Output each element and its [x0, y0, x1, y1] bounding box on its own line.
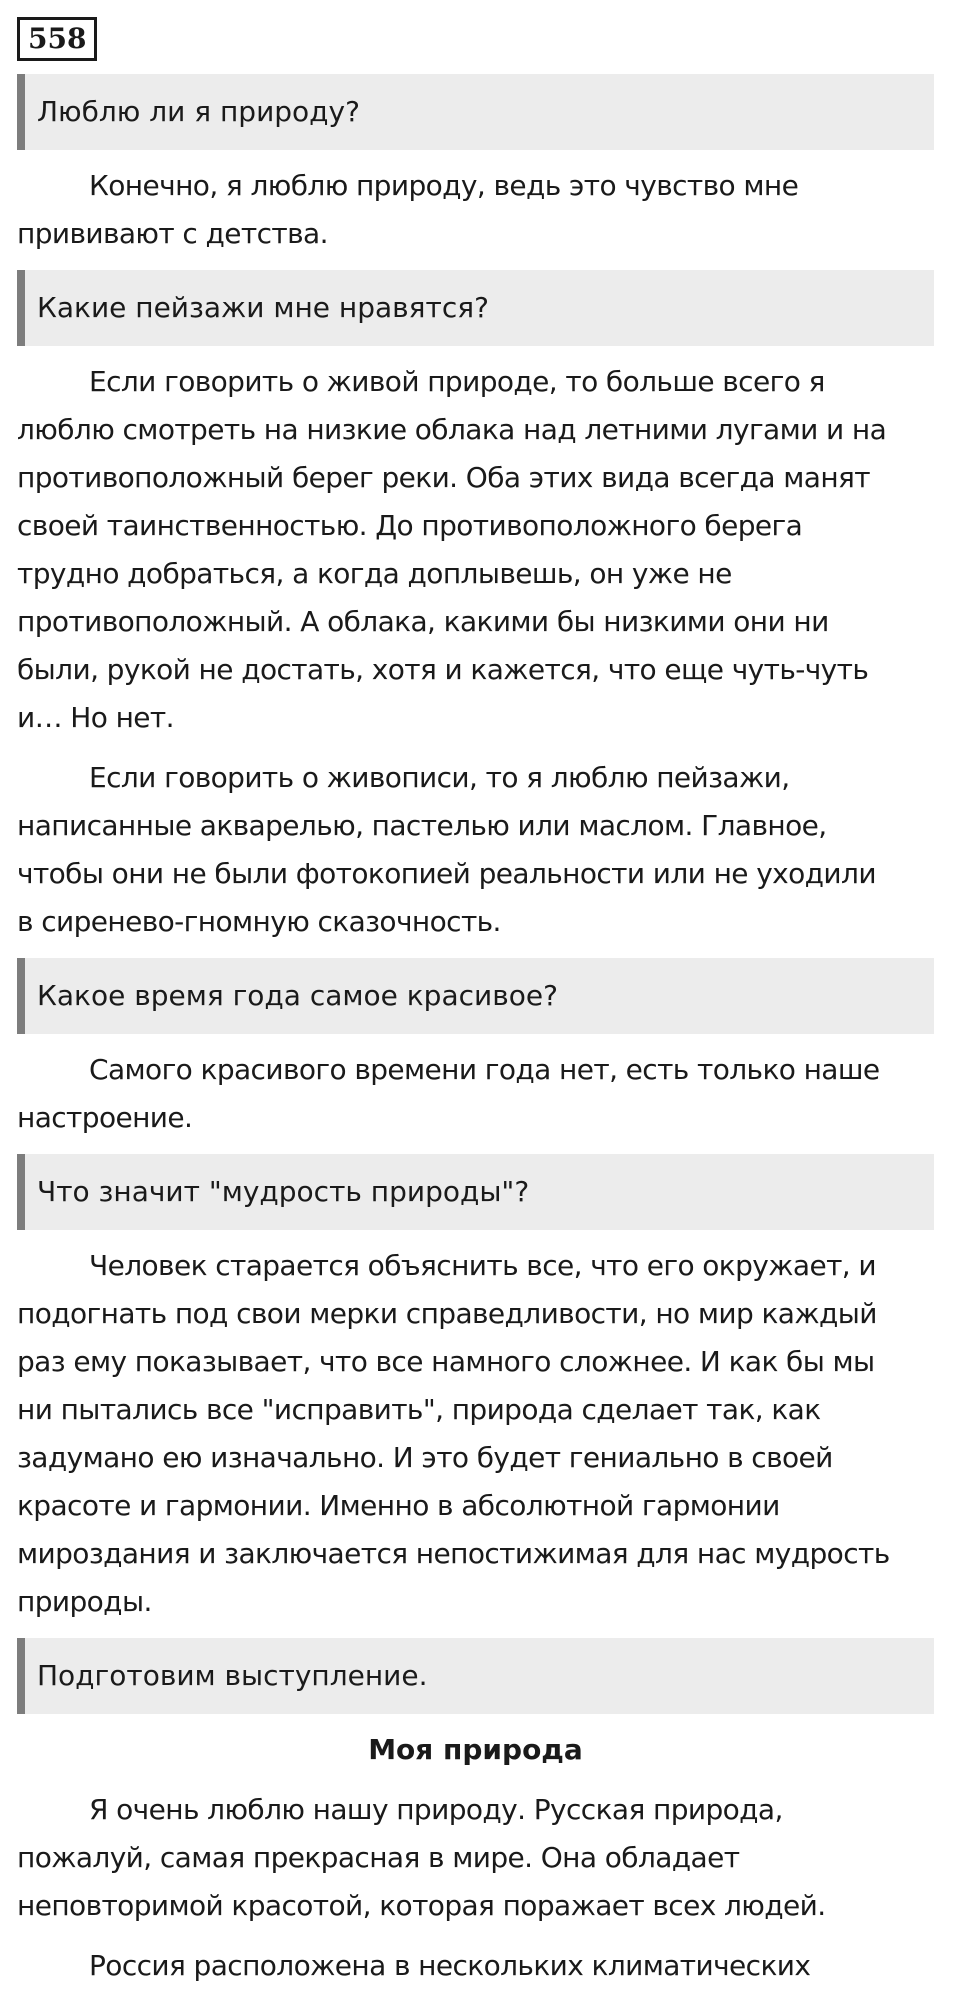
text-line: пожалуй, самая прекрасная в мире. Она обладает — [17, 1841, 740, 1874]
text-line: люблю смотреть на низкие облака над летними лугами и на — [17, 413, 887, 446]
content — [17, 74, 934, 2002]
text-line: неповторимой красотой, которая поражает всех людей. — [17, 1889, 826, 1922]
text-line: Если говорить о живой природе, то больше всего я — [89, 365, 825, 398]
text-line: мироздания и заключается непостижимая для нас мудрость — [17, 1537, 890, 1570]
text-line: Если говорить о живописи, то я люблю пейзажи, — [89, 761, 790, 794]
text-line: Самого красивого времени года нет, есть только наше — [89, 1053, 880, 1086]
speech-paragraph-1 — [17, 1786, 934, 1930]
answer-1 — [17, 162, 934, 258]
speech-title: Моя природа — [368, 1733, 583, 1766]
answer-2-paragraph-1 — [17, 358, 934, 742]
question-3: Какое время года самое красивое? — [17, 958, 934, 1034]
text-line: своей таинственностью. До противоположного берега — [17, 509, 803, 542]
text-line: противоположный берег реки. Оба этих вида всегда манят — [17, 461, 870, 494]
question-5: Подготовим выступление. — [17, 1638, 934, 1714]
question-4: Что значит "мудрость природы"? — [17, 1154, 934, 1230]
text-line: Конечно, я люблю природу, ведь это чувство мне — [89, 169, 799, 202]
text-line: и… Но нет. — [17, 701, 174, 734]
answer-2-paragraph-2 — [17, 754, 934, 946]
text-line: красоте и гармонии. Именно в абсолютной гармонии — [17, 1489, 780, 1522]
text-line: задумано ею изначально. И это будет гениально в своей — [17, 1441, 833, 1474]
text-line: природы. — [17, 1585, 152, 1618]
exercise-number-badge: 558 — [17, 17, 97, 61]
question-2: Какие пейзажи мне нравятся? — [17, 270, 934, 346]
speech-paragraph-2 — [17, 1942, 934, 1990]
answer-4 — [17, 1242, 934, 1626]
text-line: прививают с детства. — [17, 217, 328, 250]
text-line: написанные акварелью, пастелью или маслом. Главное, — [17, 809, 827, 842]
text-line: трудно добраться, а когда доплывешь, он уже не — [17, 557, 732, 590]
text-line: Я очень люблю нашу природу. Русская природа, — [89, 1793, 783, 1826]
text-line: подогнать под свои мерки справедливости, но мир каждый — [17, 1297, 877, 1330]
text-line: чтобы они не были фотокопией реальности или не уходили — [17, 857, 876, 890]
text-line: Человек старается объяснить все, что его окружает, и — [89, 1249, 876, 1282]
answer-3 — [17, 1046, 934, 1142]
text-line: ни пытались все "исправить", природа сделает так, как — [17, 1393, 821, 1426]
text-line: раз ему показывает, что все намного сложнее. И как бы мы — [17, 1345, 875, 1378]
text-line: противоположный. А облака, какими бы низкими они ни — [17, 605, 829, 638]
text-line: Россия расположена в нескольких климатических — [89, 1949, 811, 1982]
text-line: в сиренево-гномную сказочность. — [17, 905, 501, 938]
text-line: настроение. — [17, 1101, 193, 1134]
question-1: Люблю ли я природу? — [17, 74, 934, 150]
text-line: были, рукой не достать, хотя и кажется, что еще чуть-чуть — [17, 653, 869, 686]
